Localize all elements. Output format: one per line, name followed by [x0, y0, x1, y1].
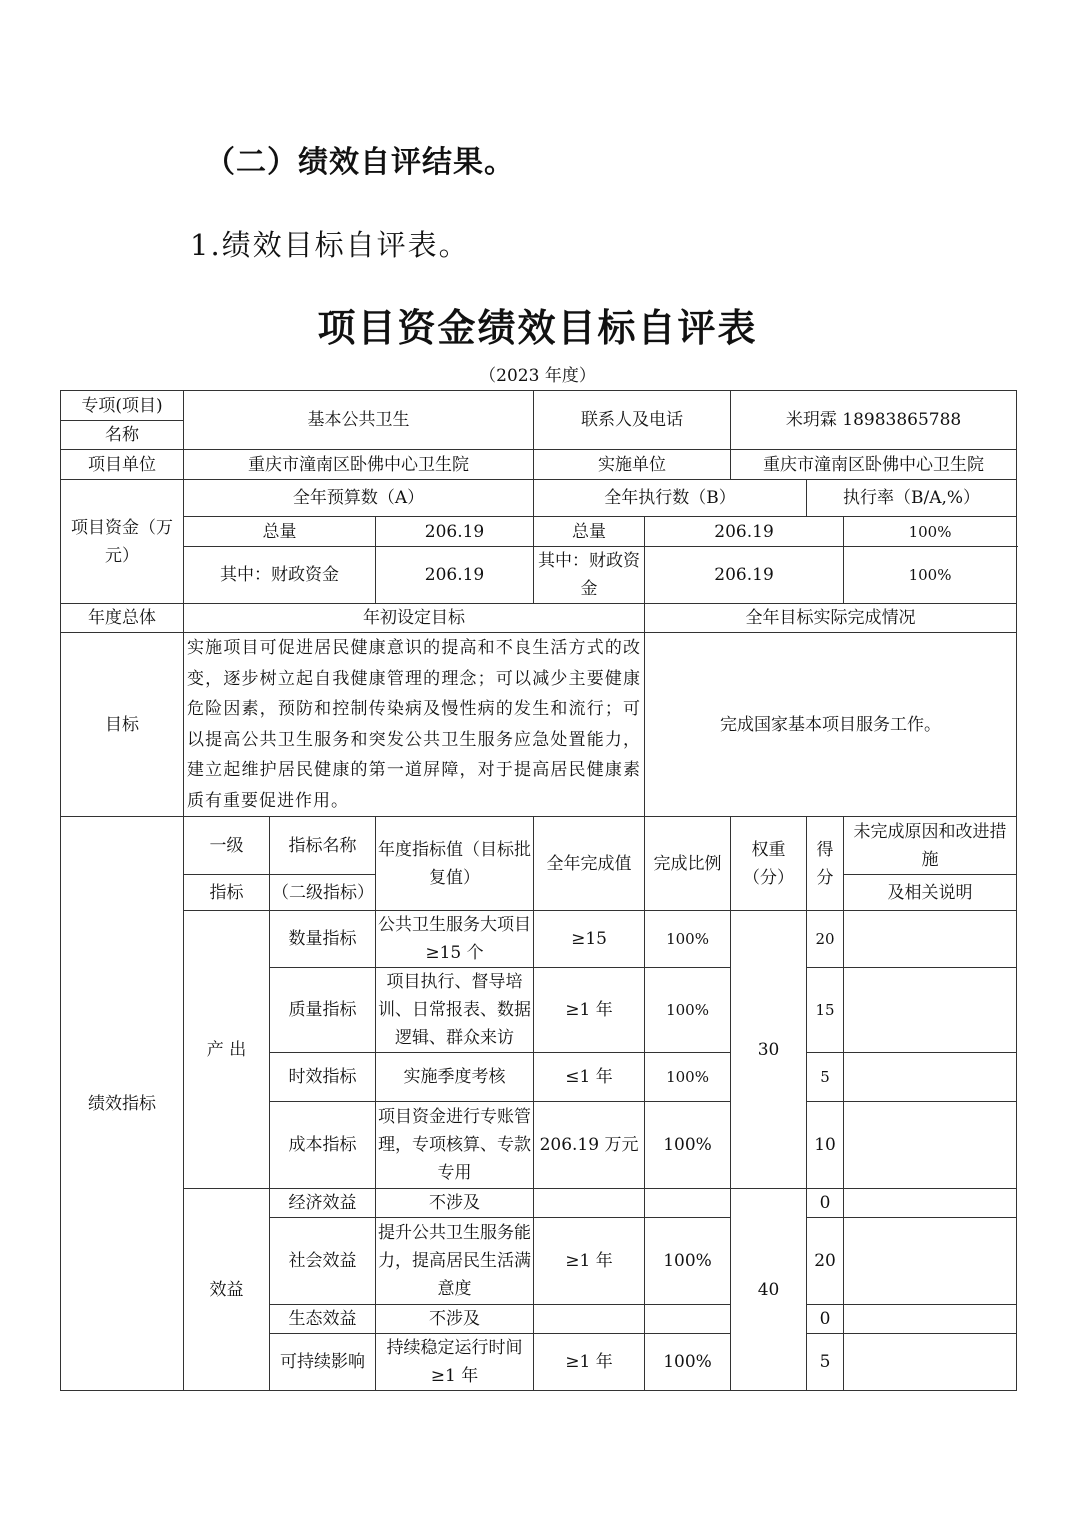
- indicator-name: 经济效益: [270, 1189, 376, 1218]
- indicator-name: 时效指标: [270, 1053, 376, 1102]
- project-unit-value: 重庆市潼南区卧佛中心卫生院: [184, 450, 534, 480]
- indicator-score: 5: [807, 1053, 844, 1102]
- indicator-actual: ≥1 年: [534, 1334, 645, 1391]
- actual-goal-text: 完成国家基本项目服务工作。: [645, 633, 1017, 817]
- indicator-reason: [844, 1189, 1017, 1218]
- score-header: 得分: [807, 817, 844, 911]
- fiscal-exec: 206.19: [645, 547, 844, 604]
- indicator-reason: [844, 1053, 1017, 1102]
- level1-header: 一级: [184, 817, 270, 875]
- indicator-ratio: 100%: [645, 1334, 731, 1391]
- fiscal-budget: 206.19: [376, 547, 534, 604]
- contact-label: 联系人及电话: [534, 391, 731, 450]
- budget-header: 全年预算数（A）: [184, 480, 534, 517]
- indicator-score: 5: [807, 1334, 844, 1391]
- indicator-target: 实施季度考核: [376, 1053, 534, 1102]
- output-category: 产 出: [184, 911, 270, 1189]
- rate-header: 执行率（B/A,%）: [807, 480, 1017, 517]
- impl-unit-value: 重庆市潼南区卧佛中心卫生院: [731, 450, 1017, 480]
- fiscal-rate: 100%: [844, 547, 1017, 604]
- indicator-reason: [844, 968, 1017, 1053]
- indicator-ratio: 100%: [645, 1218, 731, 1305]
- indicator-target: 不涉及: [376, 1189, 534, 1218]
- set-goal-text: 实施项目可促进居民健康意识的提高和不良生活方式的改变，逐步树立起自我健康管理的理念；可以减少主要健康危险因素，预防和控制传染病及慢性病的发生和流行；可以提高公共卫生服务和突发公共卫生服务应急处置能力，建立起维护居民健康的第一道屏障，对于提高居民健康素质有重要促进作用。: [184, 633, 645, 817]
- weight-header: 权重（分）: [731, 817, 807, 911]
- actual-header: 全年完成值: [534, 817, 645, 911]
- document-year: （2023 年度）: [479, 366, 596, 386]
- reason-header: 未完成原因和改进措施: [844, 817, 1017, 875]
- indicator-reason: [844, 1334, 1017, 1391]
- total-budget: 206.19: [376, 517, 534, 547]
- indicator-ratio: 100%: [645, 1053, 731, 1102]
- level1-header-cont: 指标: [184, 875, 270, 911]
- indicator-reason: [844, 911, 1017, 968]
- indicator-score: 0: [807, 1305, 844, 1334]
- indicator-name: 数量指标: [270, 911, 376, 968]
- document-title: 项目资金绩效目标自评表: [317, 305, 758, 350]
- indicator-actual: 206.19 万元: [534, 1102, 645, 1189]
- total-label: 总量: [184, 517, 376, 547]
- indicator-target: 项目资金进行专账管理，专项核算、专款专用: [376, 1102, 534, 1189]
- project-name-label-cont: 名称: [61, 421, 184, 450]
- indicators-label: 绩效指标: [61, 817, 184, 1391]
- indicator-ratio: [645, 1305, 731, 1334]
- indicator-actual: ≥1 年: [534, 1218, 645, 1305]
- sub-heading: 1.绩效目标自评表。: [190, 228, 470, 262]
- actual-goal-header: 全年目标实际完成情况: [645, 604, 1017, 633]
- reason-header-cont: 及相关说明: [844, 875, 1017, 911]
- indicator-target: 提升公共卫生服务能力，提高居民生活满意度: [376, 1218, 534, 1305]
- indicator-target: 持续稳定运行时间≥1 年: [376, 1334, 534, 1391]
- indicator-ratio: 100%: [645, 968, 731, 1053]
- indicator-actual: ≤1 年: [534, 1053, 645, 1102]
- project-name-label: 专项(项目): [61, 391, 184, 421]
- indicator-name: 成本指标: [270, 1102, 376, 1189]
- output-weight: 30: [731, 911, 807, 1189]
- indicator-score: 20: [807, 1218, 844, 1305]
- indicator-score: 0: [807, 1189, 844, 1218]
- impl-unit-label: 实施单位: [534, 450, 731, 480]
- indicator-name: 生态效益: [270, 1305, 376, 1334]
- performance-table: [60, 390, 1017, 1391]
- project-name-value: 基本公共卫生: [184, 391, 534, 450]
- benefit-weight: 40: [731, 1189, 807, 1391]
- benefit-category: 效益: [184, 1189, 270, 1391]
- project-unit-label: 项目单位: [61, 450, 184, 480]
- goals-label-cont: 目标: [61, 633, 184, 817]
- indicator-target: 不涉及: [376, 1305, 534, 1334]
- indicator-name-header-cont: （二级指标）: [270, 875, 376, 911]
- total-rate: 100%: [844, 517, 1017, 547]
- section-heading: （二）绩效自评结果。: [205, 145, 515, 180]
- indicator-name: 可持续影响: [270, 1334, 376, 1391]
- indicator-score: 15: [807, 968, 844, 1053]
- indicator-target: 项目执行、督导培训、日常报表、数据逻辑、群众来访: [376, 968, 534, 1053]
- indicator-reason: [844, 1102, 1017, 1189]
- set-goal-header: 年初设定目标: [184, 604, 645, 633]
- indicator-ratio: 100%: [645, 1102, 731, 1189]
- indicator-name: 质量指标: [270, 968, 376, 1053]
- total-exec-label: 总量: [534, 517, 645, 547]
- contact-value: 米玥霖 18983865788: [731, 391, 1017, 450]
- goals-label: 年度总体: [61, 604, 184, 633]
- indicator-actual: [534, 1189, 645, 1218]
- indicator-actual: ≥1 年: [534, 968, 645, 1053]
- funds-label: 项目资金（万元）: [61, 480, 184, 604]
- indicator-score: 20: [807, 911, 844, 968]
- indicator-target: 公共卫生服务大项目≥15 个: [376, 911, 534, 968]
- target-header: 年度指标值（目标批复值）: [376, 817, 534, 911]
- indicator-actual: [534, 1305, 645, 1334]
- indicator-ratio: 100%: [645, 911, 731, 968]
- indicator-reason: [844, 1305, 1017, 1334]
- exec-header: 全年执行数（B）: [534, 480, 807, 517]
- indicator-name-header: 指标名称: [270, 817, 376, 875]
- fiscal-label: 其中：财政资金: [184, 547, 376, 604]
- fiscal-exec-label: 其中：财政资金: [534, 547, 645, 604]
- indicator-reason: [844, 1218, 1017, 1305]
- ratio-header: 完成比例: [645, 817, 731, 911]
- indicator-name: 社会效益: [270, 1218, 376, 1305]
- total-exec: 206.19: [645, 517, 844, 547]
- indicator-score: 10: [807, 1102, 844, 1189]
- indicator-ratio: [645, 1189, 731, 1218]
- indicator-actual: ≥15: [534, 911, 645, 968]
